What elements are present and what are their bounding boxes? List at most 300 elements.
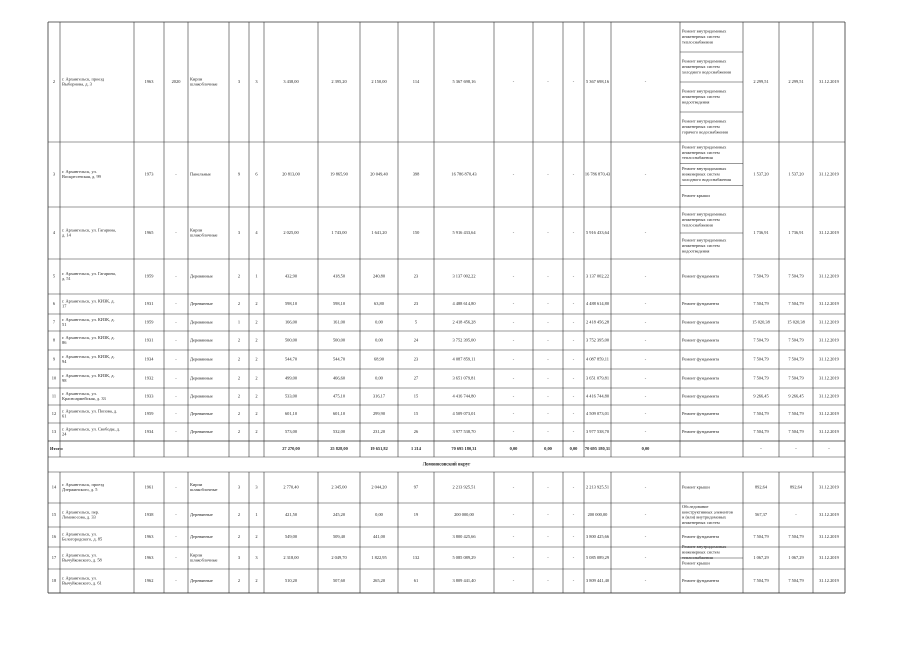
cell-y2: - <box>175 578 177 584</box>
cell-cost: 4 416 744,80 <box>452 393 476 399</box>
total-c3: 0,00 <box>569 446 578 452</box>
work-item: Ремонт фундамента <box>682 393 720 399</box>
cell-date: 31.12.2019 <box>819 375 839 381</box>
work-item: инженерных систем <box>682 243 720 249</box>
cell-a1: 421,50 <box>284 512 298 518</box>
cell-num: 14 <box>51 484 57 490</box>
cell-res: 61 <box>413 578 419 584</box>
cell-c1: - <box>512 273 515 279</box>
cell-p1: 7 504,79 <box>753 578 769 584</box>
work-item: Ремонт фундамента <box>682 411 720 417</box>
cell-a3: 2 044,20 <box>371 484 387 490</box>
cell-fl: 3 <box>237 79 241 85</box>
cell-c3: - <box>572 171 575 177</box>
cell-y2: - <box>175 393 177 399</box>
cell-y2: - <box>175 356 177 362</box>
cell-en: 2 <box>255 356 258 362</box>
cell-a3: 265,20 <box>372 578 386 584</box>
cell-c5: - <box>644 230 647 236</box>
cell-en: 2 <box>255 411 258 417</box>
cell-num: 11 <box>51 393 57 399</box>
cell-c5: - <box>644 319 647 325</box>
cell-a2: 509,40 <box>332 534 346 540</box>
address-cell: г. Архангельск, ул. КИЗК, д. <box>62 334 115 340</box>
total-cost: 70 695 180,31 <box>451 446 477 452</box>
cell-cost: 200 000,00 <box>454 512 474 518</box>
cell-num: 6 <box>52 301 56 307</box>
address-cell: Вычуйковского, д. 61 <box>62 580 102 586</box>
cell-num: 2 <box>52 79 56 85</box>
cell-p2: 9 266,45 <box>788 393 804 399</box>
cell-num: 8 <box>52 337 56 343</box>
cell-y1: 1961 <box>144 484 154 490</box>
cell-res: 132 <box>412 555 420 561</box>
cell-y2: - <box>175 484 177 490</box>
work-item: Ремонт фундамента <box>682 578 720 584</box>
work-item: Ремонт фундамента <box>682 319 720 325</box>
cell-c5: - <box>644 273 647 279</box>
work-item: теплоснабжения <box>682 39 713 45</box>
cell-en: 1 <box>255 273 258 279</box>
cell-c1: - <box>512 534 515 540</box>
cell-c1: - <box>512 555 515 561</box>
work-item: конструктивных элементов <box>682 509 733 515</box>
cell-a1: 533,00 <box>284 393 298 399</box>
cell-fl: 2 <box>237 273 241 279</box>
cell-y1: 1959 <box>144 411 154 417</box>
cell-total: 2 213 925,51 <box>585 484 610 490</box>
cell-en: 2 <box>255 375 258 381</box>
cell-c1: - <box>512 171 515 177</box>
cell-c5: - <box>644 578 647 584</box>
cell-num: 5 <box>52 273 56 279</box>
work-item: инженерных систем <box>682 171 720 177</box>
work-item: Ремонт крыши <box>682 560 710 566</box>
cell-c2: - <box>547 555 549 561</box>
cell-res: 27 <box>413 375 419 381</box>
work-item: Ремонт фундамента <box>682 356 720 362</box>
work-item: инженерных систем <box>682 94 720 100</box>
cell-c5: - <box>644 337 647 343</box>
cell-y1: 1965 <box>144 230 154 236</box>
cell-c2: - <box>547 301 549 307</box>
material-cell: Деревянные <box>190 337 213 343</box>
cell-total: 16 786 870,43 <box>584 171 611 177</box>
cell-a2: 418,50 <box>332 273 346 279</box>
cell-a2: 475,10 <box>332 393 346 399</box>
cell-num: 4 <box>52 230 56 236</box>
cell-c2: - <box>547 534 549 540</box>
cell-a2: 598,10 <box>332 301 346 307</box>
cell-p2: 7 504,79 <box>788 429 804 435</box>
cell-a2: 245,20 <box>332 512 346 518</box>
cell-a3: 0,00 <box>375 337 383 343</box>
cell-a2: 544,70 <box>332 356 346 362</box>
work-item: инженерных систем <box>682 519 720 525</box>
address-cell: г. Архангельск, ул. КИЗК, д. <box>62 372 115 378</box>
material-cell: Деревянные <box>190 301 213 307</box>
cell-a1: 510,20 <box>284 578 298 584</box>
cell-cost: 2 213 925,51 <box>452 484 476 490</box>
total-p1: - <box>760 446 762 452</box>
cell-y2: 2020 <box>171 79 181 85</box>
cell-total: 5 916 433,64 <box>585 230 610 236</box>
cell-c3: - <box>572 578 575 584</box>
work-item: Ремонт внутридомовых <box>682 544 727 550</box>
address-cell: 94 <box>62 359 67 365</box>
cell-res: 15 <box>413 411 419 417</box>
cell-c3: - <box>572 534 575 540</box>
cell-total: 4 488 614,80 <box>585 301 610 307</box>
cell-fl: 2 <box>237 411 241 417</box>
work-item: Ремонт фундамента <box>682 337 720 343</box>
cell-en: 6 <box>255 171 258 177</box>
total-a1: 27 270,00 <box>282 446 300 452</box>
cell-num: 15 <box>51 512 57 518</box>
cell-p2: 7 504,79 <box>788 356 804 362</box>
total-label: Итого: <box>50 446 64 452</box>
cell-y1: 1973 <box>144 171 154 177</box>
cell-res: 19 <box>413 512 419 518</box>
cell-date: 31.12.2019 <box>819 79 839 85</box>
cell-p2: 7 504,79 <box>788 273 804 279</box>
cell-y2: - <box>175 230 177 236</box>
cell-c2: - <box>547 512 549 518</box>
cell-fl: 2 <box>237 375 241 381</box>
cell-p1: 567,37 <box>754 512 768 518</box>
cell-date: 31.12.2019 <box>819 411 839 417</box>
cell-total: 4 087 859,11 <box>586 356 609 362</box>
cell-res: 24 <box>413 337 419 343</box>
work-item: Ремонт фундамента <box>682 534 720 540</box>
cell-fl: 1 <box>237 319 241 325</box>
cell-c3: - <box>572 319 575 325</box>
cell-a3: 240,80 <box>372 273 386 279</box>
cell-cost: 5 367 698,16 <box>452 79 476 85</box>
cell-num: 12 <box>51 411 57 417</box>
total-total: 70 695 180,31 <box>584 446 611 452</box>
work-item: Ремонт фундамента <box>682 429 720 435</box>
cell-p1: 7 504,79 <box>753 429 769 435</box>
cell-c2: - <box>547 273 549 279</box>
cell-c2: - <box>547 356 549 362</box>
cell-a1: 598,10 <box>284 301 298 307</box>
cell-a2: 532,00 <box>332 429 346 435</box>
cell-p1: 7 504,79 <box>753 356 769 362</box>
cell-a3: 2 150,00 <box>371 79 387 85</box>
cell-c5: - <box>644 411 647 417</box>
cell-c1: - <box>512 319 515 325</box>
cell-a3: 231,20 <box>372 429 386 435</box>
material-cell: шлакоблочные <box>190 487 218 493</box>
cell-a2: 601,10 <box>332 411 346 417</box>
cell-c2: - <box>547 319 549 325</box>
material-cell: Деревянные <box>190 273 213 279</box>
address-cell: г. Архангельск, ул. <box>62 575 97 581</box>
material-cell: Панельные <box>190 171 211 177</box>
cell-y1: 1938 <box>144 512 154 518</box>
cell-total: 3 977 538,70 <box>585 429 610 435</box>
cell-cost: 3 977 538,70 <box>452 429 476 435</box>
address-cell: д. 51 <box>62 276 71 282</box>
cell-cost: 4 087 859,11 <box>452 356 476 362</box>
cell-y2: - <box>175 171 177 177</box>
cell-y2: - <box>175 555 177 561</box>
address-cell: д. 14 <box>62 232 71 238</box>
cell-total: 2 418 456,28 <box>585 319 610 325</box>
cell-p2: 15 020,38 <box>787 319 805 325</box>
address-cell: г. Архангельск, проезд <box>62 76 105 82</box>
cell-p1: 7 504,79 <box>753 273 769 279</box>
work-item: теплоснабжения <box>682 554 713 560</box>
total-date: - <box>828 446 830 452</box>
cell-y1: 1959 <box>144 319 154 325</box>
cell-y2: - <box>175 273 177 279</box>
cell-p1: 7 504,79 <box>753 534 769 540</box>
cell-fl: 2 <box>237 512 241 518</box>
work-item: Ремонт внутридомовых <box>682 237 727 243</box>
cell-y1: 1962 <box>144 578 154 584</box>
cell-en: 3 <box>255 555 258 561</box>
cell-num: 9 <box>52 356 56 362</box>
cell-c3: - <box>572 429 575 435</box>
cell-p1: 892,64 <box>754 484 768 490</box>
cell-a3: 316,17 <box>372 393 386 399</box>
cell-date: 31.12.2019 <box>819 578 839 584</box>
cell-a1: 549,00 <box>284 534 298 540</box>
cell-fl: 2 <box>237 393 241 399</box>
cell-res: 23 <box>413 356 419 362</box>
work-item: инженерных систем <box>682 549 720 555</box>
address-cell: Воскресенская, д. 99 <box>62 174 101 180</box>
cell-a2: 161,00 <box>332 319 346 325</box>
cell-total: 3 752 395,00 <box>585 337 610 343</box>
address-cell: г. Архангельск, ул. <box>62 531 97 537</box>
cell-p2: 1 067,29 <box>788 555 804 561</box>
cell-y2: - <box>175 301 177 307</box>
cell-total: 3 137 002,22 <box>585 273 610 279</box>
cell-res: 23 <box>413 301 419 307</box>
cell-y1: 1931 <box>144 301 154 307</box>
cell-cost: 4 488 614,80 <box>452 301 476 307</box>
cell-a2: 500,00 <box>332 337 346 343</box>
cell-p2: 7 504,79 <box>788 337 804 343</box>
cell-date: 31.12.2019 <box>819 429 839 435</box>
cell-c1: - <box>512 230 515 236</box>
cell-cost: 3 651 079,81 <box>452 375 476 381</box>
cell-total: 3 800 425,66 <box>585 534 610 540</box>
cell-cost: 3 800 425,66 <box>452 534 476 540</box>
cell-num: 17 <box>51 555 57 561</box>
cell-cost: 16 786 870,43 <box>451 171 477 177</box>
material-cell: Деревянные <box>190 578 213 584</box>
cell-a3: 1 822,95 <box>371 555 387 561</box>
cell-fl: 2 <box>237 301 241 307</box>
cell-en: 2 <box>255 319 258 325</box>
work-item: Ремонт внутридомовых <box>682 211 727 217</box>
cell-y1: 1933 <box>144 393 154 399</box>
cell-date: 31.12.2019 <box>819 230 839 236</box>
work-item: Ремонт фундамента <box>682 301 720 307</box>
cell-a1: 2 318,00 <box>283 555 299 561</box>
cell-c5: - <box>644 484 647 490</box>
cell-date: 31.12.2019 <box>819 393 839 399</box>
material-cell: Кирпи <box>190 481 203 487</box>
cell-res: 5 <box>414 319 418 325</box>
cell-a2: 2 345,00 <box>331 484 347 490</box>
cell-total: 4 509 073,01 <box>585 411 610 417</box>
cell-c5: - <box>644 429 647 435</box>
address-cell: Выборнова, д. 3 <box>62 81 92 87</box>
total-a2: 25 828,00 <box>330 446 348 452</box>
cell-p2: 7 504,79 <box>788 411 804 417</box>
cell-a2: 2 395,20 <box>331 79 347 85</box>
material-cell: Деревянные <box>190 512 213 518</box>
cell-date: 31.12.2019 <box>819 337 839 343</box>
cell-cost: 2 418 456,28 <box>452 319 476 325</box>
cell-total: 4 416 744,80 <box>585 393 610 399</box>
cell-en: 2 <box>255 534 258 540</box>
cell-y2: - <box>175 411 177 417</box>
work-item: Ремонт внутридомовых <box>682 166 727 172</box>
cell-c1: - <box>512 337 515 343</box>
work-item: водоотведения <box>682 99 710 105</box>
work-item: Ремонт крыши <box>682 193 710 199</box>
cell-a1: 500,00 <box>284 337 298 343</box>
cell-c2: - <box>547 171 549 177</box>
address-cell: г. Архангельск, ул. Свободы, д. <box>62 426 121 432</box>
cell-c1: - <box>512 79 515 85</box>
total-p2: - <box>795 446 797 452</box>
cell-a1: 499,00 <box>284 375 298 381</box>
work-item: Ремонт внутридомовых <box>682 58 727 64</box>
cell-fl: 3 <box>237 230 241 236</box>
cell-total: 200 000,00 <box>587 512 608 518</box>
address-cell: Белогородского, д. 85 <box>62 536 103 542</box>
material-cell: Деревянные <box>190 429 213 435</box>
cell-res: 398 <box>412 171 420 177</box>
cell-cost: 3 137 002,22 <box>452 273 476 279</box>
cell-a3: 63,80 <box>374 301 384 307</box>
cell-p1: 2 299,51 <box>753 79 769 85</box>
material-cell: шлакоблочные <box>190 232 218 238</box>
cell-date: 31.12.2019 <box>819 319 839 325</box>
address-cell: г. Архангельск, ул. <box>62 390 97 396</box>
cell-a3: 0,00 <box>375 512 383 518</box>
cell-cost: 5 085 089,29 <box>452 555 476 561</box>
cell-c5: - <box>644 534 647 540</box>
cell-c3: - <box>572 79 575 85</box>
cell-date: 31.12.2019 <box>819 555 839 561</box>
address-cell: г. Архангельск, ул. Гагарина, <box>62 270 116 276</box>
address-cell: г. Архангельск, ул. КИЗК, д. <box>62 316 115 322</box>
cell-p1: 7 504,79 <box>753 337 769 343</box>
cell-a3: 20 049,40 <box>370 171 388 177</box>
cell-fl: 2 <box>237 429 241 435</box>
cell-c2: - <box>547 411 549 417</box>
cell-c3: - <box>572 375 575 381</box>
cell-en: 4 <box>255 230 258 236</box>
cell-a1: 2 025,00 <box>283 230 299 236</box>
work-item: Ремонт внутридомовых <box>682 118 727 124</box>
cell-c2: - <box>547 230 549 236</box>
work-item: инженерных систем <box>682 149 720 155</box>
cell-y1: 1963 <box>144 79 154 85</box>
cell-fl: 3 <box>237 484 241 490</box>
material-cell: шлакоблочные <box>190 81 218 87</box>
cell-a2: 466,60 <box>332 375 346 381</box>
cell-res: 26 <box>413 429 419 435</box>
cell-total: 5 367 698,16 <box>585 79 610 85</box>
cell-fl: 2 <box>237 534 241 540</box>
cell-c1: - <box>512 512 515 518</box>
cell-c3: - <box>572 301 575 307</box>
cell-c2: - <box>547 393 549 399</box>
work-item: инженерных систем <box>682 34 720 40</box>
cell-a1: 166,00 <box>284 319 298 325</box>
material-cell: Деревянные <box>190 356 213 362</box>
address-cell: г. Архангельск, ул. КИЗК, д. <box>62 353 115 359</box>
cell-total: 5 085 089,29 <box>585 555 610 561</box>
cell-p2: 7 504,79 <box>788 578 804 584</box>
address-cell: г. Архангельск, ул. Гагарина, <box>62 227 116 233</box>
cell-en: 2 <box>255 337 258 343</box>
total-a3: 19 651,82 <box>370 446 388 452</box>
cell-c1: - <box>512 578 515 584</box>
cell-c1: - <box>512 429 515 435</box>
cell-c2: - <box>547 79 549 85</box>
work-item: теплоснабжения <box>682 155 713 161</box>
material-cell: Кирпи <box>190 227 203 233</box>
cell-p2: 7 504,79 <box>788 534 804 540</box>
cell-a3: 1 641,20 <box>371 230 387 236</box>
cell-cost: 3 752 395,00 <box>452 337 476 343</box>
work-item: Обследование <box>682 504 709 510</box>
cell-a2: 19 865,90 <box>330 171 348 177</box>
cell-p1: 7 504,79 <box>753 301 769 307</box>
address-cell: 98 <box>62 378 67 384</box>
cell-p2: 7 504,79 <box>788 301 804 307</box>
cell-p2: 892,64 <box>789 484 803 490</box>
cell-date: 31.12.2019 <box>819 356 839 362</box>
address-cell: Вычуйковского, д. 58 <box>62 557 102 563</box>
cell-c3: - <box>572 555 575 561</box>
address-cell: г. Архангельск, пер. <box>62 509 100 515</box>
work-item: водоотведения <box>682 248 710 254</box>
cell-c2: - <box>547 429 549 435</box>
total-c1: 0,00 <box>509 446 518 452</box>
total-c5: 0,00 <box>641 446 650 452</box>
cell-c5: - <box>644 171 647 177</box>
address-cell: г. Архангельск, ул. <box>62 552 97 558</box>
cell-y1: 1934 <box>144 429 154 435</box>
cell-p1: 1 537,20 <box>753 171 769 177</box>
cell-en: 1 <box>255 512 258 518</box>
cell-en: 2 <box>255 578 258 584</box>
cell-y1: 1934 <box>144 356 154 362</box>
work-item: Ремонт внутридомовых <box>682 28 727 34</box>
cell-res: 23 <box>413 273 419 279</box>
work-item: Ремонт внутридомовых <box>682 88 727 94</box>
cell-y2: - <box>175 337 177 343</box>
cell-date: 31.12.2019 <box>819 171 839 177</box>
cell-c3: - <box>572 273 575 279</box>
cell-fl: 3 <box>237 555 241 561</box>
cell-c2: - <box>547 337 549 343</box>
cell-a2: 2 049,70 <box>331 555 347 561</box>
address-cell: г. Архангельск, проезд <box>62 481 105 487</box>
cell-c5: - <box>644 356 647 362</box>
